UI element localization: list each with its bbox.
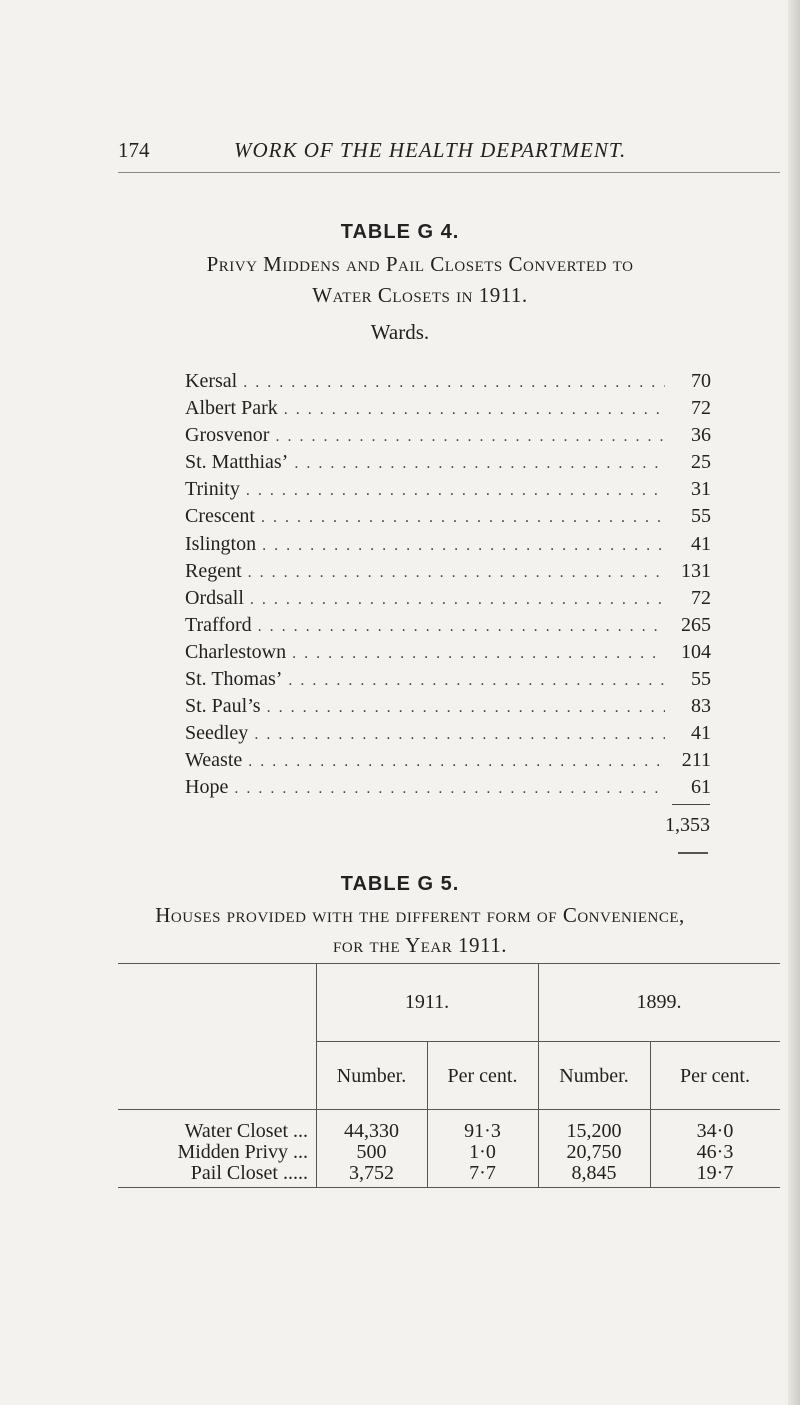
ward-name: Crescent (185, 505, 255, 528)
ward-name: Trafford (185, 613, 252, 636)
table-g5-cell: 34·0 (696, 1120, 734, 1142)
table-g5-cell: 20,750 (566, 1141, 622, 1163)
dot-leader (294, 455, 665, 473)
subheader-number-1911: Number. (336, 1065, 407, 1087)
ward-name: Seedley (185, 722, 249, 745)
wards-list (185, 370, 711, 804)
ward-row (185, 451, 711, 478)
table-g5-cell: 8,845 (571, 1162, 617, 1184)
ward-count: 72 (691, 397, 711, 420)
dot-leader (262, 537, 665, 555)
page-edge (788, 0, 800, 1405)
ward-name: St. Matthias’ (185, 451, 289, 474)
ward-row (185, 722, 711, 749)
table-g5-cell: 7·7 (469, 1162, 496, 1184)
ward-count: 55 (691, 505, 711, 528)
end-rule (678, 852, 708, 854)
header-rule (118, 172, 780, 173)
ward-name: St. Paul’s (185, 695, 261, 718)
year-header-1911: 1911. (404, 991, 450, 1013)
subheader-percent-1911: Per cent. (447, 1065, 518, 1087)
ward-row (185, 668, 711, 695)
dot-leader (258, 618, 665, 636)
subheader-percent-1899: Per cent. (680, 1065, 750, 1087)
total-rule (672, 804, 710, 805)
ward-row (185, 505, 711, 532)
table-g5-year-rule (316, 1041, 780, 1042)
table-g4-caption-line1: Privy Middens and Pail Closets Converted to (206, 252, 634, 276)
dot-leader (284, 401, 665, 419)
ward-row (185, 695, 711, 722)
table-g4-caption-line2: Water Closets in 1911. (312, 283, 528, 307)
running-head: WORK OF THE HEALTH DEPARTMENT. (234, 138, 627, 162)
dot-leader (254, 726, 665, 744)
ward-name: Hope (185, 776, 229, 799)
ward-name: Ordsall (185, 586, 244, 609)
table-g5-header-rule (118, 1109, 780, 1110)
dot-leader (243, 374, 665, 392)
table-g5-cell: 44,330 (344, 1120, 399, 1142)
ward-row (185, 478, 711, 505)
dot-leader (275, 428, 665, 446)
ward-count: 211 (681, 749, 711, 772)
ward-count: 31 (691, 478, 711, 501)
table-g5-row-label: Midden Privy ... (177, 1141, 308, 1163)
ward-row (185, 776, 711, 803)
ward-name: Charlestown (185, 640, 287, 663)
ward-count: 55 (691, 668, 711, 691)
ward-count: 131 (681, 559, 711, 582)
dot-leader (288, 672, 665, 690)
wards-total: 1,353 (665, 814, 710, 836)
table-g5-title: TABLE G 5. (340, 873, 460, 895)
table-g4-title: TABLE G 4. (340, 221, 460, 243)
table-g5-cell: 500 (356, 1141, 387, 1163)
ward-name: Kersal (185, 370, 238, 392)
ward-count: 104 (681, 640, 711, 663)
ward-row (185, 533, 711, 560)
table-g5-bottom-rule (118, 1187, 780, 1188)
ward-row (185, 424, 711, 451)
table-g5-cell: 3,752 (349, 1162, 394, 1184)
dot-leader (248, 753, 665, 771)
ward-name: Regent (185, 559, 242, 582)
ward-name: Islington (185, 532, 257, 555)
ward-count: 41 (691, 532, 711, 555)
ward-name: St. Thomas’ (185, 668, 283, 691)
dot-leader (246, 482, 665, 500)
table-g5-cell: 15,200 (566, 1120, 622, 1142)
ward-row (185, 587, 711, 614)
dot-leader (261, 509, 665, 527)
dot-leader (292, 645, 665, 663)
wards-heading: Wards. (370, 320, 430, 344)
table-g5-top-rule (118, 963, 780, 964)
page-number: 174 (118, 138, 150, 162)
dot-leader (267, 699, 665, 717)
ward-name: Grosvenor (185, 424, 270, 447)
subheader-number-1899: Number. (559, 1065, 629, 1087)
table-g5-cell: 91·3 (464, 1120, 501, 1142)
ward-row (185, 370, 711, 397)
ward-count: 61 (691, 776, 711, 799)
ward-name: Trinity (185, 478, 240, 501)
table-g5-row-label: Water Closet ... (184, 1120, 308, 1142)
table-g5-cell: 19·7 (696, 1162, 734, 1184)
ward-count: 36 (691, 424, 711, 447)
dot-leader (250, 591, 665, 609)
dot-leader (234, 780, 665, 798)
dot-leader (248, 564, 665, 582)
table-g5-cell: 1·0 (469, 1141, 496, 1163)
ward-count: 83 (691, 695, 711, 718)
ward-count: 41 (691, 722, 711, 745)
ward-name: Weaste (185, 749, 243, 772)
table-g5-caption-line1: Houses provided with the different form of Convenience, (155, 903, 685, 927)
ward-row (185, 749, 711, 776)
ward-count: 70 (691, 370, 711, 392)
ward-row (185, 397, 711, 424)
ward-row (185, 560, 711, 587)
ward-count: 72 (691, 586, 711, 609)
ward-row (185, 614, 711, 641)
table-g5-cell: 46·3 (696, 1141, 734, 1163)
table-g5-caption-line2: for the Year 1911. (333, 933, 507, 957)
ward-count: 265 (681, 613, 711, 636)
year-header-1899: 1899. (636, 991, 682, 1013)
ward-row (185, 641, 711, 668)
ward-name: Albert Park (185, 397, 278, 420)
ward-count: 25 (691, 451, 711, 474)
table-g5-row-label: Pail Closet ..... (190, 1162, 308, 1184)
